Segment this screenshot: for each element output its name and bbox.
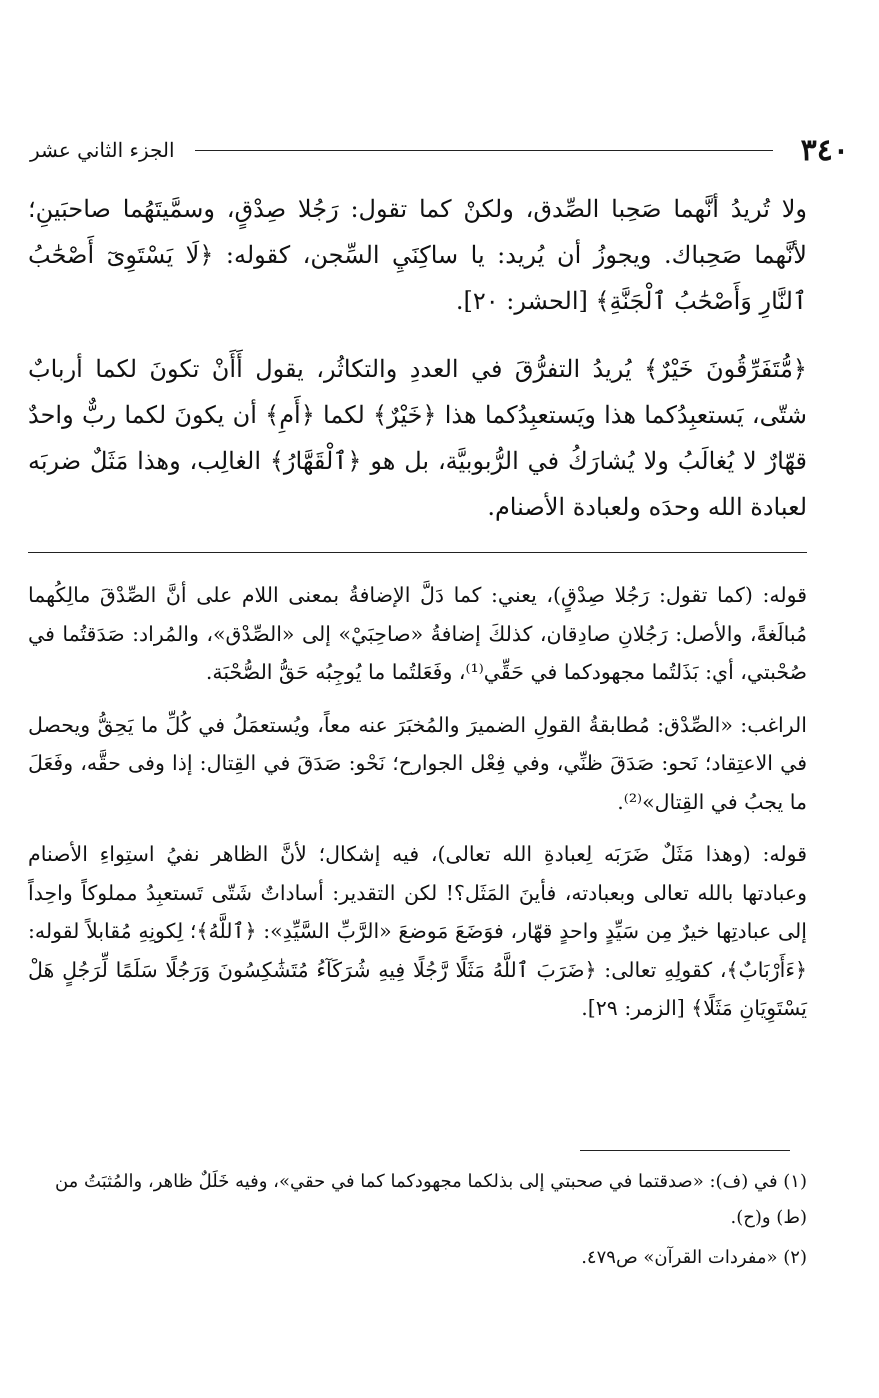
running-title: الجزء الثاني عشر (30, 138, 175, 162)
footnote: (١) في (ف): «صدقتما في صحبتي إلى بذلكما مجهودكما كما في حقي»، وفيه خَلَلٌ ظاهر، والمُثبَتُ من (ط) و(ح). (54, 1171, 807, 1228)
footnote: (٢) «مفردات القرآن» ص٤٧٩. (581, 1247, 807, 1268)
commentary-paragraph: قوله: (كما تقول: رَجُلا صِدْقٍ)، يعني: كما دَلَّ الإضافةُ بمعنى اللام على أنَّ الصِّدْقَ مالِكُهما مُبالَغةً، والأصل: رَجُلانِ صادِقان، كذلكَ إضافةُ «صاحِبَيْ» إلى «الصِّدْق»، والمُراد: صَدَقتُما في صُحْبتي، أي: بَذَلتُما مجهودكما في حَقِّي⁽¹⁾، وفَعَلتُما ما يُوجِبُه حَقُّ الصُّحْبَة. (28, 583, 807, 684)
page-number: ٣٤٠ (800, 132, 849, 168)
page-header (30, 130, 849, 170)
main-divider (28, 552, 807, 553)
main-paragraph: ولا تُريدُ أنَّهما صَحِبا الصِّدق، ولكنْ كما تقول: رَجُلا صِدْقٍ، وسمَّيتَهُما صاحبَينِ؛ لأنَّهما صَحِباك. ويجوزُ أن يُريد: يا ساكِنَيِ السِّجن، كقوله: ﴿لَا يَسْتَوِىٓ أَصْحَٰبُ ٱلنَّارِ وَأَصْحَٰبُ ٱلْجَنَّةِ﴾ [الحشر: ٢٠]. (28, 195, 807, 315)
main-text (28, 186, 807, 552)
footnotes (28, 1164, 807, 1280)
commentary-paragraph: الراغب: «الصِّدْق: مُطابقةُ القولِ الضميرَ والمُخبَرَ عنه معاً، ويُستعمَلُ في كُلِّ ما يَحِقُّ ويحصل في الاعتِقاد؛ نَحو: صَدَقَ ظنِّي، وفي فِعْل الجوارح؛ نَحْو: صَدَقَ في القِتال: إذا وفى حقَّه، وفَعَلَ ما يجبُ في القِتال»⁽²⁾. (28, 712, 807, 814)
main-paragraph: ﴿مُّتَفَرِّقُونَ خَيْرٌ﴾ يُريدُ التفرُّقَ في العددِ والتكاثُر، يقول أَأَنْ تكونَ لكما أربابٌ شتّى، يَستعبِدُكما هذا ويَستعبِدُكما هذا ﴿خَيْرٌ﴾ لكما ﴿أَمِ﴾ أن يكونَ لكما ربٌّ واحدٌ قهّارٌ لا يُغالَبُ ولا يُشارَكُ في الرُّبوبيَّة، بل هو ﴿ٱلْقَهَّارُ﴾ الغالِب، وهذا مَثَلٌ ضربَه لعبادة الله وحدَه ولعبادة الأصنام. (28, 355, 807, 521)
footnote-divider (580, 1150, 790, 1151)
header-rule (195, 150, 773, 151)
commentary-paragraph: قوله: (وهذا مَثَلٌ ضَرَبَه لِعبادةِ الله تعالى)، فيه إشكال؛ لأنَّ الظاهر نفيُ استِواءِ الأصنام وعبادتها بالله تعالى وبعبادته، فأينَ المَثَل؟! لكن التقدير: أساداتٌ شَتّى تَستعبِدُ مملوكاً واحِداً إلى عبادتِها خيرٌ مِن سَيِّدٍ واحدٍ قهّار، فوَضَعَ مَوضعَ «الرَّبِّ السَّيِّدِ»: ﴿ٱللَّهُ﴾؛ لِكونِهِ مُقابلاً لقوله: ﴿ءَأَرْبَابٌ﴾، كقولِهِ تعالى: ﴿ضَرَبَ ٱللَّهُ مَثَلًا رَّجُلًا فِيهِ شُرَكَآءُ مُتَشَٰكِسُونَ وَرَجُلًا سَلَمًا لِّرَجُلٍ هَلْ يَسْتَوِيَانِ مَثَلًا﴾ [الزمر: ٢٩]. (28, 842, 807, 1020)
commentary (28, 576, 807, 1042)
